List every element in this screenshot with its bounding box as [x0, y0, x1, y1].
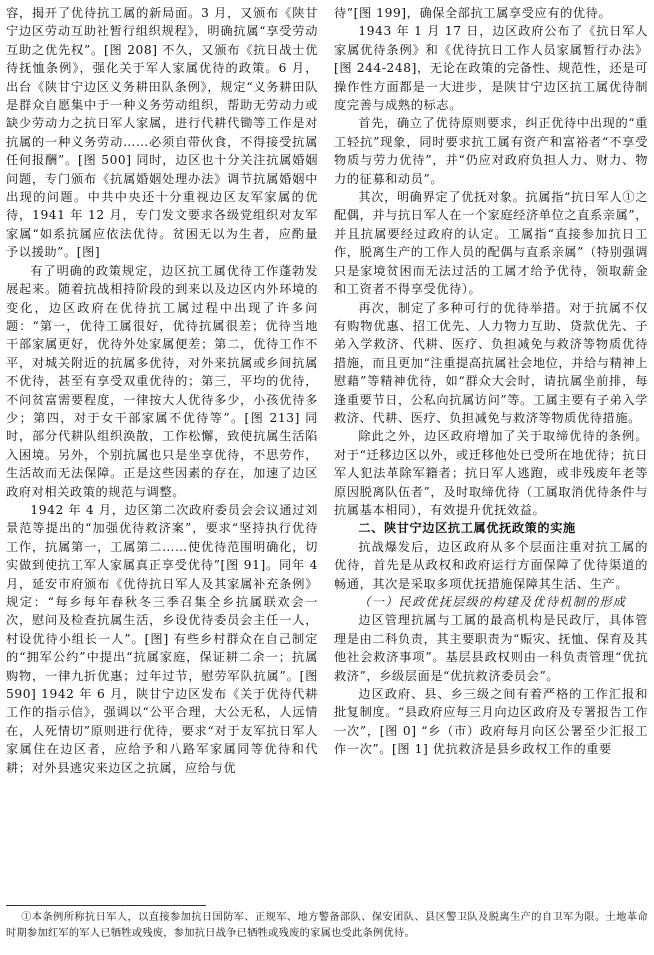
paragraph: 再次，制定了多种可行的优待举措。对于抗属不仅有购物优惠、招工优先、人力物力互助、贷款优先、子弟入学救济、代耕、医疗、负担减免与救济等物质优待措施，而且更加“注重提高抗属社会地位，并给与精神上慰藉”等精神优待，如“群众大会时，请抗属坐前排，每逢重要节日，公私向抗属访问”等。工属主要有子弟入学救济、代耕、医疗、负担减免与救济等物质优待措施。 [334, 300, 648, 425]
paragraph: 除此之外，边区政府增加了关于取缔优待的条例。对于“迁移边区以外，或迁移他处已受所在地优待；抗日军人犯法革除军籍者；抗日军人逃跑，或非残废年老等原因脱离队伍者”，及时取缔优待（工属取消优待条件与抗属基本相同），有效提升优抚效益。 [334, 429, 648, 517]
right-column [334, 4, 648, 759]
paragraph: 首先，确立了优待原则要求，纠正优待中出现的“重工轻抗”现象，同时要求抗工属有资产和富裕者“不享受物质与劳力优待”，并“仍应对政府负担人力、财力、物力的征募和动员”。 [334, 116, 648, 186]
paragraph: 有了明确的政策规定，边区抗工属优待工作蓬勃发展起来。随着抗战相持阶段的到来以及边区内外环境的变化，边区政府在优待抗工属过程中出现了许多问题：“第一，优待工属很好，优待抗属很差；优待当地干部家属更好，优待外处家属便差；第二，优待工作不平，对城关附近的抗属多优待，对外来抗属或乡间抗属不优待，甚至有享受双重优待的；第三，平均的优待，不问贫富需要程度，一律按大人优待多少，小孩优待多少；第四，对于女干部家属不优待等”。[图 213] 同时，部分代耕队组织涣散，工作松懈，致使抗属生活陷入困境。另外，个别抗属也只是坐享优待，不思劳作，生活故而无法保障。正是这些因素的存在，加速了边区政府对相关政策的规范与调整。 [6, 263, 318, 499]
paragraph: 容，揭开了优待抗工属的新局面。3 月，又颁布《陕甘宁边区劳动互助社暂行组织规程》，明确抗属“享受劳动互助之优先权”。[图 208] 不久，又颁布《抗日战士优待抚恤条例》，强化关于军人家属优待的政策。6 月，出台《陕甘宁边区义务耕田队条例》，规定“义务耕田队是群众自愿集中于一种义务劳动组织，帮助无劳动力或缺少劳动力之抗日军人家属，进行代耕代锄等工作是对抗属的一种义务劳动……必须自带伙食，不得接受抗属任何报酬”。[图 500] 同时，边区也十分关注抗属婚姻问题，专门颁布《抗属婚姻处理办法》调节抗属婚姻中出现的问题。中共中央还十分重视边区友军家属的优待，1941 年 12 月，专门发文要求各级党组织对友军家属“如系抗属应依法优待。贫困无以为生者，应酌量予以援助”。[图] [6, 6, 318, 260]
left-column [6, 4, 318, 777]
paragraph: 边区管理抗属与工属的最高机构是民政厅，具体管理是由二科负责，其主要职责为“赈灾、抚恤、保育及其他社会救济事项”。基层县政权则由一科负责管理“优抗救济”，乡级层面是“优抗救济委员会”。 [334, 613, 648, 683]
paragraph: 1943 年 1 月 17 日，边区政府公布了《抗日军人家属优待条例》和《优待抗日工作人员家属暂行办法》[图 244-248]，无论在政策的完备性、规范性，还是可操作性方面都是一大进步，是陕甘宁边区抗工属优待制度完善与成熟的标志。 [334, 24, 648, 113]
paragraph: 待”[图 199]，确保全部抗工属享受应有的优待。 [334, 6, 612, 20]
section-heading: 二、陕甘宁边区抗工属优抚政策的实施 [358, 521, 576, 536]
footnote-divider [6, 905, 206, 906]
subsection-heading: （一）民政优抚层级的构建及优待机制的形成 [358, 595, 627, 609]
paragraph: 边区政府、县、乡三级之间有着严格的工作汇报和批复制度。“县政府应每三月向边区政府及专署报告工作一次”，[图 0] “乡（市）政府每月向区公署至少汇报工作一次”。[图 1] 优抗救济是县乡政权工作的重要 [334, 687, 648, 757]
paragraph: 其次，明确界定了优抚对象。抗属指“抗日军人①之配偶，并与抗日军人在一个家庭经济单位之直系亲属”，并且抗属要经过政府的认定。工属指“直接参加抗日工作，脱离生产的工作人员的配偶与直系亲属”（特别强调只是家境贫困而无法过活的工属才给予优待，领取薪金和工资者不得享受优待）。 [334, 190, 648, 297]
footnote: ①本条例所称抗日军人，以直接参加抗日国防军、正规军、地方警备部队、保安团队、县区警卫队及脱离生产的自卫军为限。土地革命时期参加红军的军人已牺牲或残废，参加抗日战争已牺牲或残废的家属也受此条例优待。 [6, 912, 648, 939]
paragraph: 1942 年 4 月，边区第二次政府委员会会议通过刘景范等提出的“加强优待救济案”，要求“坚持执行优待工作，抗属第一，工属第二……使优待范围明确化，切实做到使抗工军人家属真正享受优待”[图 91]。同年 4 月，延安市府颁布《优待抗日军人及其家属补充条例》规定：“每乡每年春秋冬三季召集全乡抗属联欢会一次，慰问及检查抗属生活，乡设优待委员会主任一人，村设优待小组长一人”。[图] 有些乡村群众在自己制定的“拥军公约”中提出“抗属家庭，保证耕二余一；抗属购物，一律九折优惠；过年过节，慰劳军队抗属”。[图 590] 1942 年 6 月，陕甘宁边区发布《关于优待代耕工作的指示信》，强调以“公平合理，大公无私，人远情在，人死情切”原则进行优待，要求“对于友军抗日军人家属住在边区者，应给予和八路军家属同等优待和代耕；对外县逃灾来边区之抗属，应给与优 [6, 502, 318, 775]
paragraph: 抗战爆发后，边区政府从多个层面注重对抗工属的优待，首先是从政权和政府运行方面保障了优待渠道的畅通，其次是采取多项优抚措施保障其生活、生产。 [334, 539, 648, 591]
